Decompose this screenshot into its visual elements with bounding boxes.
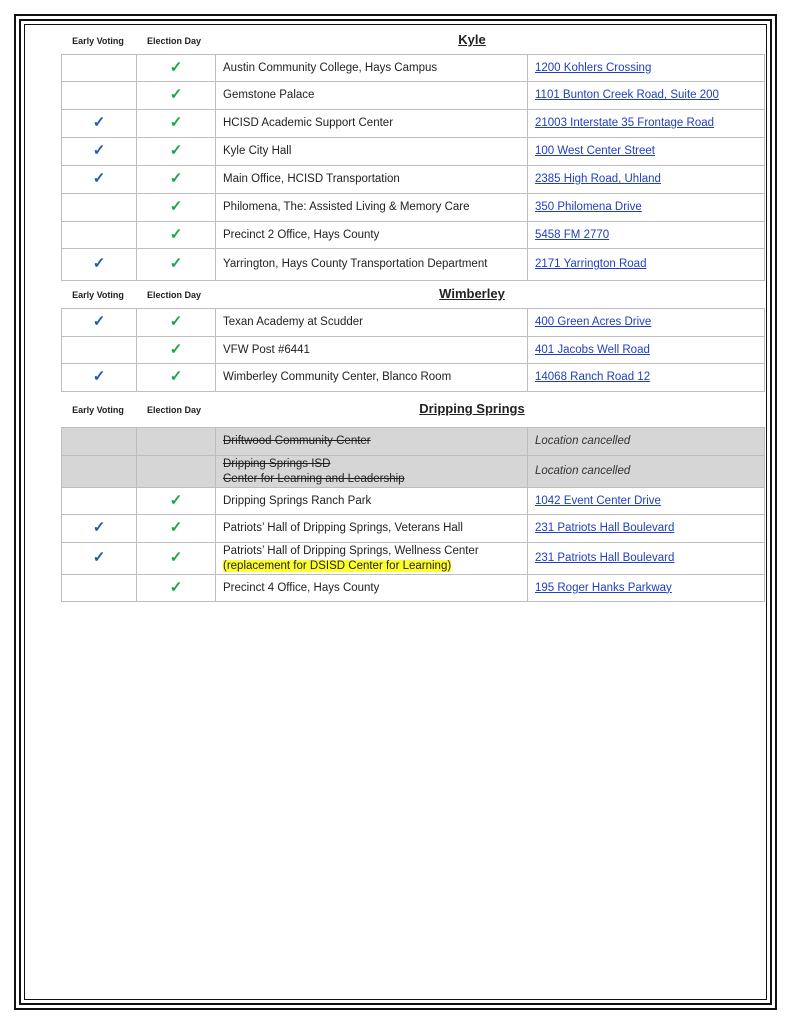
election-day-cell	[137, 543, 216, 575]
early-voting-cell	[62, 309, 137, 337]
location-name-cell	[216, 138, 528, 166]
location-name-cell	[216, 309, 528, 337]
address-link[interactable]: 14068 Ranch Road 12	[535, 371, 651, 383]
table-row	[62, 110, 765, 138]
address-link[interactable]: 2171 Yarrington Road	[535, 258, 647, 270]
early-voting-cell	[62, 166, 137, 194]
election-day-cell	[137, 309, 216, 337]
address-cell	[528, 364, 765, 392]
section-title: Kyle	[458, 32, 486, 47]
location-name: HCISD Academic Support Center	[223, 117, 394, 129]
address-link[interactable]: 5458 FM 2770	[535, 228, 610, 241]
election-day-check-icon: ✓	[169, 340, 183, 358]
table-row	[62, 364, 765, 392]
early-voting-cell	[62, 456, 137, 488]
location-name-cell	[216, 194, 528, 222]
election-day-cell	[137, 337, 216, 364]
early-voting-cell	[62, 488, 137, 515]
address-cell	[528, 428, 765, 456]
address-link[interactable]: 21003 Interstate 35 Frontage Road	[535, 117, 715, 129]
election-day-cell	[137, 428, 216, 456]
address-cell	[528, 249, 765, 281]
locations-table	[61, 427, 765, 602]
location-name-cell	[216, 428, 528, 456]
early-voting-check-icon: ✓	[92, 549, 106, 566]
election-day-check-icon: ✓	[169, 114, 183, 131]
location-name-cell	[216, 575, 528, 602]
address-link[interactable]: 400 Green Acres Drive	[535, 316, 652, 328]
election-day-cell	[137, 456, 216, 488]
election-day-cell	[137, 222, 216, 249]
election-day-cell	[137, 55, 216, 82]
election-day-header: Election Day	[146, 36, 202, 46]
location-name-cell	[216, 364, 528, 392]
early-voting-cell	[62, 222, 137, 249]
early-voting-check-icon: ✓	[92, 142, 106, 159]
election-day-check-icon: ✓	[169, 519, 183, 536]
address-cell	[528, 575, 765, 602]
early-voting-cell	[62, 138, 137, 166]
election-day-check-icon: ✓	[169, 255, 183, 272]
address-link[interactable]: 1200 Kohlers Crossing	[535, 61, 652, 74]
location-name-cell	[216, 110, 528, 138]
location-name: Patriots’ Hall of Dripping Springs, Veterans Hall	[223, 522, 463, 534]
election-day-cell	[137, 488, 216, 515]
section-kyle	[61, 30, 731, 281]
table-row	[62, 249, 765, 281]
election-day-cell	[137, 110, 216, 138]
early-voting-cell	[62, 337, 137, 364]
address-cell	[528, 138, 765, 166]
table-row	[62, 222, 765, 249]
location-name: Austin Community College, Hays Campus	[223, 61, 438, 74]
section-title: Wimberley	[439, 286, 505, 301]
location-name-cell	[216, 488, 528, 515]
address-cell	[528, 456, 765, 488]
address-cell	[528, 55, 765, 82]
address-cell	[528, 222, 765, 249]
location-name: Driftwood Community Center	[223, 435, 371, 447]
address-link[interactable]: 231 Patriots Hall Boulevard	[535, 522, 675, 534]
cancelled-note: Location cancelled	[535, 435, 631, 447]
location-name: Dripping Springs ISD	[223, 457, 331, 470]
early-voting-cell	[62, 55, 137, 82]
early-voting-header: Early Voting	[72, 290, 124, 300]
address-link[interactable]: 350 Philomena Drive	[535, 201, 642, 213]
election-day-check-icon: ✓	[169, 170, 183, 187]
location-name: Precinct 4 Office, Hays County	[223, 581, 380, 594]
table-row	[62, 309, 765, 337]
location-name: Patriots’ Hall of Dripping Springs, Wellness Center	[223, 544, 479, 557]
address-link[interactable]: 1042 Event Center Drive	[535, 494, 661, 507]
early-voting-check-icon: ✓	[92, 519, 106, 536]
address-link[interactable]: 2385 High Road, Uhland	[535, 173, 661, 185]
election-day-check-icon: ✓	[169, 225, 183, 243]
address-cell	[528, 309, 765, 337]
location-name: Yarrington, Hays County Transportation Department	[223, 258, 488, 270]
address-cell	[528, 543, 765, 575]
election-day-check-icon: ✓	[169, 86, 183, 103]
cancelled-note: Location cancelled	[535, 465, 631, 477]
location-name-cell	[216, 82, 528, 110]
location-name: Kyle City Hall	[223, 145, 292, 157]
location-name-cell	[216, 249, 528, 281]
section-dripping-springs	[61, 399, 731, 602]
election-day-check-icon: ✓	[169, 58, 183, 76]
election-day-cell	[137, 138, 216, 166]
election-day-cell	[137, 194, 216, 222]
location-name-cell	[216, 515, 528, 543]
address-link[interactable]: 100 West Center Street	[535, 145, 655, 157]
early-voting-cell	[62, 249, 137, 281]
location-name: Wimberley Community Center, Blanco Room	[223, 371, 452, 383]
election-day-check-icon: ✓	[169, 549, 183, 566]
table-row	[62, 138, 765, 166]
location-name: VFW Post #6441	[223, 343, 310, 356]
early-voting-check-icon: ✓	[92, 368, 106, 385]
address-link[interactable]: 231 Patriots Hall Boulevard	[535, 552, 675, 564]
location-name-cell	[216, 55, 528, 82]
election-day-check-icon: ✓	[169, 368, 183, 385]
early-voting-cell	[62, 110, 137, 138]
section-wimberley	[61, 284, 731, 392]
early-voting-check-icon: ✓	[92, 255, 106, 272]
election-day-check-icon: ✓	[169, 198, 183, 215]
location-name-cell	[216, 222, 528, 249]
table-row	[62, 575, 765, 602]
address-cell	[528, 110, 765, 138]
early-voting-check-icon: ✓	[92, 170, 106, 187]
address-cell	[528, 488, 765, 515]
address-cell	[528, 82, 765, 110]
early-voting-check-icon: ✓	[92, 313, 106, 330]
section-title: Dripping Springs	[419, 401, 525, 416]
location-name-cell	[216, 456, 528, 488]
election-day-check-icon: ✓	[169, 578, 183, 596]
replacement-note: (replacement for DSISD Center for Learning)	[223, 559, 452, 572]
address-cell	[528, 194, 765, 222]
election-day-check-icon: ✓	[169, 142, 183, 159]
election-day-check-icon: ✓	[169, 313, 183, 330]
table-row	[62, 515, 765, 543]
table-row	[62, 428, 765, 456]
election-day-cell	[137, 249, 216, 281]
table-row	[62, 488, 765, 515]
location-name: Philomena, The: Assisted Living & Memory Care	[223, 201, 470, 213]
location-name: Main Office, HCISD Transportation	[223, 173, 400, 185]
table-row	[62, 194, 765, 222]
election-day-header: Election Day	[146, 290, 202, 300]
location-name: Dripping Springs Ranch Park	[223, 494, 372, 507]
early-voting-cell	[62, 543, 137, 575]
locations-table	[61, 308, 765, 392]
address-cell	[528, 337, 765, 364]
location-name: Precinct 2 Office, Hays County	[223, 228, 380, 241]
table-row	[62, 456, 765, 488]
election-day-cell	[137, 82, 216, 110]
early-voting-check-icon: ✓	[92, 114, 106, 131]
location-name-cell	[216, 543, 528, 575]
early-voting-header: Early Voting	[72, 36, 124, 46]
table-row	[62, 82, 765, 110]
election-day-cell	[137, 575, 216, 602]
early-voting-cell	[62, 515, 137, 543]
table-row	[62, 55, 765, 82]
location-name-cell	[216, 166, 528, 194]
early-voting-cell	[62, 575, 137, 602]
early-voting-cell	[62, 82, 137, 110]
election-day-cell	[137, 515, 216, 543]
election-day-check-icon: ✓	[169, 491, 183, 509]
table-row	[62, 337, 765, 364]
election-day-cell	[137, 364, 216, 392]
early-voting-header: Early Voting	[72, 405, 124, 415]
section-header	[61, 284, 731, 308]
locations-table	[61, 54, 765, 281]
location-name-line2: Center for Learning and Leadership	[223, 472, 405, 485]
address-cell	[528, 515, 765, 543]
election-day-header: Election Day	[146, 405, 202, 415]
early-voting-cell	[62, 364, 137, 392]
section-header	[61, 30, 731, 54]
location-name: Texan Academy at Scudder	[223, 316, 363, 328]
address-cell	[528, 166, 765, 194]
location-name: Gemstone Palace	[223, 89, 315, 101]
address-link[interactable]: 195 Roger Hanks Parkway	[535, 581, 672, 594]
address-link[interactable]: 401 Jacobs Well Road	[535, 343, 650, 356]
early-voting-cell	[62, 428, 137, 456]
address-link[interactable]: 1101 Bunton Creek Road, Suite 200	[535, 89, 719, 101]
table-row	[62, 166, 765, 194]
early-voting-cell	[62, 194, 137, 222]
section-header	[61, 399, 731, 427]
election-day-cell	[137, 166, 216, 194]
table-row	[62, 543, 765, 575]
location-name-cell	[216, 337, 528, 364]
